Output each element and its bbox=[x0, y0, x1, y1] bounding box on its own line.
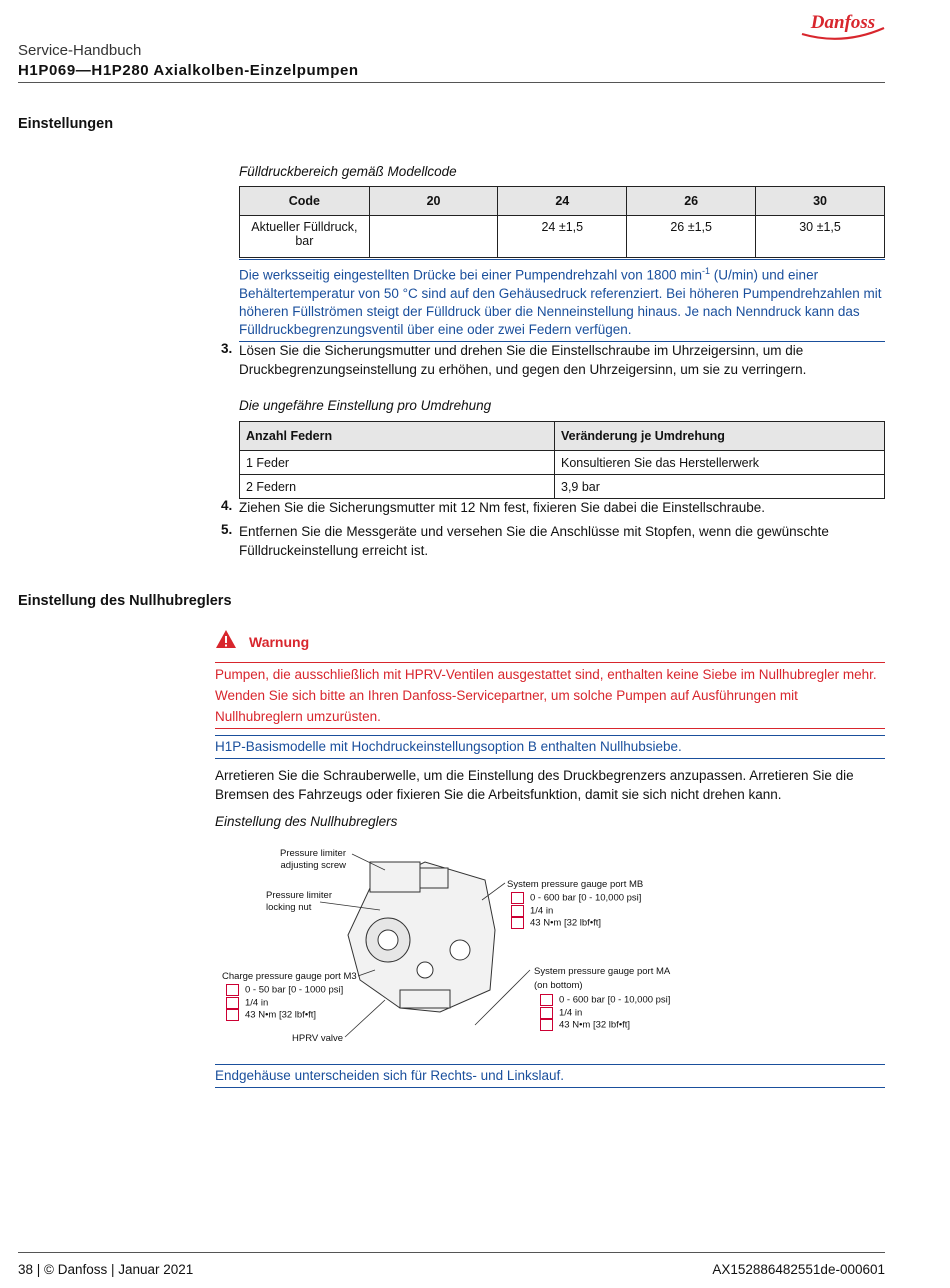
table-header: Code bbox=[240, 187, 370, 216]
pump-bottom-block bbox=[400, 990, 450, 1008]
table-header: 24 bbox=[498, 187, 627, 216]
pump-port bbox=[417, 962, 433, 978]
table-cell bbox=[369, 216, 498, 258]
diagram-label: adjusting screw bbox=[280, 860, 346, 871]
step-text: Ziehen Sie die Sicherungsmutter mit 12 Nm fest, fixieren Sie dabei die Einstellschraube. bbox=[239, 500, 766, 515]
note-text: Die werksseitig eingestellten Drücke bei einer Pumpendrehzahl von 1800 min bbox=[239, 267, 703, 283]
note-end-housing: Endgehäuse unterscheiden sich für Rechts- und Linkslauf. bbox=[215, 1064, 885, 1088]
diagram-label: 1/4 in bbox=[245, 997, 269, 1009]
svg-text:Danfoss: Danfoss bbox=[810, 12, 876, 33]
table-cell: 2 Federn bbox=[240, 475, 555, 499]
warning-label: Warnung bbox=[249, 634, 310, 650]
note-base-models: H1P-Basismodelle mit Hochdruckeinstellungsoption B enthalten Nullhubsiebe. bbox=[215, 735, 885, 759]
label-pressure-limiter-adjusting bbox=[280, 848, 346, 872]
pump-shaft bbox=[378, 930, 398, 950]
footer-page-info: 38 | © Danfoss | Januar 2021 bbox=[18, 1262, 194, 1277]
note-factory-pressure bbox=[239, 259, 885, 342]
table-header: 26 bbox=[627, 187, 756, 216]
diagram-label: 0 - 50 bar [0 - 1000 psi] bbox=[245, 984, 344, 996]
diagram-label: System pressure gauge port MA bbox=[534, 966, 671, 977]
table-header: Veränderung je Umdrehung bbox=[555, 422, 885, 451]
table-header: 30 bbox=[756, 187, 885, 216]
footer-document-id: AX152886482551de-000601 bbox=[712, 1262, 885, 1277]
step-number: 5. bbox=[221, 522, 233, 537]
charge-pressure-table bbox=[239, 186, 885, 258]
table-row bbox=[240, 216, 885, 258]
diagram-label: Charge pressure gauge port M3 bbox=[222, 971, 357, 982]
diagram-label: 43 N•m [32 lbf•ft] bbox=[530, 917, 602, 929]
label-pressure-limiter-locking bbox=[266, 890, 332, 914]
diagram-label: 1/4 in bbox=[530, 905, 554, 917]
warning-icon bbox=[215, 629, 237, 649]
table2-caption: Die ungefähre Einstellung pro Umdrehung bbox=[239, 398, 492, 413]
note-superscript: -1 bbox=[702, 266, 711, 276]
table-cell: 1 Feder bbox=[240, 451, 555, 475]
table-cell: Konsultieren Sie das Herstellerwerk bbox=[555, 451, 885, 475]
table-header: Anzahl Federn bbox=[240, 422, 555, 451]
table-row bbox=[240, 475, 885, 499]
danfoss-logo bbox=[798, 6, 888, 42]
gauge-icon bbox=[226, 984, 239, 996]
table-row bbox=[240, 451, 885, 475]
gauge-icon bbox=[511, 892, 524, 904]
instruction-paragraph: Arretieren Sie die Schrauberwelle, um die Einstellung des Druckbegrenzers anzupassen. Arretieren Sie die Bremsen des Fahrzeugs oder fixieren Sie die Arbeitsfunktion, damit sie sich nicht drehen kann. bbox=[215, 768, 854, 802]
step-number: 3. bbox=[221, 341, 233, 356]
diagram-label: (on bottom) bbox=[534, 980, 583, 991]
gauge-icon bbox=[540, 994, 553, 1006]
torque-icon bbox=[540, 1019, 553, 1031]
warning-text: Pumpen, die ausschließlich mit HPRV-Ventilen ausgestattet sind, enthalten keine Siebe im Nullhubregler mehr. Wenden Sie sich bitte an Ihren Danfoss-Servicepartner, um solche Pumpen auf Ausführungen mit Nullhubreglern umzurüsten. bbox=[215, 662, 885, 729]
figure-caption: Einstellung des Nullhubreglers bbox=[215, 814, 398, 829]
port-size-icon bbox=[226, 997, 239, 1009]
torque-icon bbox=[226, 1009, 239, 1021]
step-number: 4. bbox=[221, 498, 233, 513]
diagram-label: 43 N•m [32 lbf•ft] bbox=[245, 1009, 317, 1021]
port-size-icon bbox=[540, 1007, 553, 1019]
label-port-ma bbox=[534, 966, 670, 1032]
pump-port bbox=[450, 940, 470, 960]
label-hprv-valve: HPRV valve bbox=[292, 1033, 344, 1044]
port-size-icon bbox=[511, 905, 524, 917]
document-subtitle: Service-Handbuch bbox=[18, 42, 142, 59]
section-heading-nullhub: Einstellung des Nullhubreglers bbox=[18, 593, 232, 609]
table1-caption: Fülldruckbereich gemäß Modellcode bbox=[239, 164, 457, 179]
table-cell: 3,9 bar bbox=[555, 475, 885, 499]
diagram-label: 1/4 in bbox=[559, 1007, 583, 1019]
torque-icon bbox=[511, 917, 524, 929]
section-heading-einstellungen: Einstellungen bbox=[18, 116, 114, 132]
table-cell: 30 ±1,5 bbox=[756, 216, 885, 258]
diagram-label: 0 - 600 bar [0 - 10,000 psi] bbox=[530, 892, 642, 904]
label-port-m3 bbox=[222, 971, 357, 1022]
footer-divider bbox=[18, 1252, 885, 1253]
step-text: Entfernen Sie die Messgeräte und versehen Sie die Anschlüsse mit Stopfen, wenn die gewünschte Fülldruckeinstellung erreicht ist. bbox=[239, 524, 829, 558]
label-port-mb bbox=[507, 879, 643, 930]
diagram-label: 0 - 600 bar [0 - 10,000 psi] bbox=[559, 994, 671, 1006]
document-title: H1P069—H1P280 Axialkolben-Einzelpumpen bbox=[18, 62, 359, 79]
adjustment-per-turn-table bbox=[239, 421, 885, 499]
diagram-label: Pressure limiter bbox=[280, 848, 346, 859]
table-cell: 26 ±1,5 bbox=[627, 216, 756, 258]
diagram-label: System pressure gauge port MB bbox=[507, 879, 644, 890]
step-text: Lösen Sie die Sicherungsmutter und drehen Sie die Einstellschraube im Uhrzeigersinn, um die Druckbegrenzungseinstellung zu erhöhen, und gegen den Uhrzeigersinn, um sie zu verringern. bbox=[239, 343, 807, 377]
table-cell: 24 ±1,5 bbox=[498, 216, 627, 258]
note-text: (U/min) und einer Behältertemperatur von 50 °C sind auf den Gehäusedruck referenziert. Bei höheren Pumpendrehzahlen mit höheren Füllströmen steigt der Fülldruck über die Nenneinstellung hinaus. Je nach Nenndruck kann das Fülldruckbegrenzungsventil über eine oder zwei Federn verfügen. bbox=[239, 267, 882, 337]
table-cell: Aktueller Fülldruck, bar bbox=[240, 216, 370, 258]
header-divider bbox=[18, 82, 885, 83]
table-header: 20 bbox=[369, 187, 498, 216]
diagram-label: 43 N•m [32 lbf•ft] bbox=[559, 1019, 631, 1031]
pump-top-block bbox=[420, 868, 448, 888]
diagram-label: Pressure limiter bbox=[266, 890, 332, 901]
diagram-label: locking nut bbox=[266, 902, 312, 913]
